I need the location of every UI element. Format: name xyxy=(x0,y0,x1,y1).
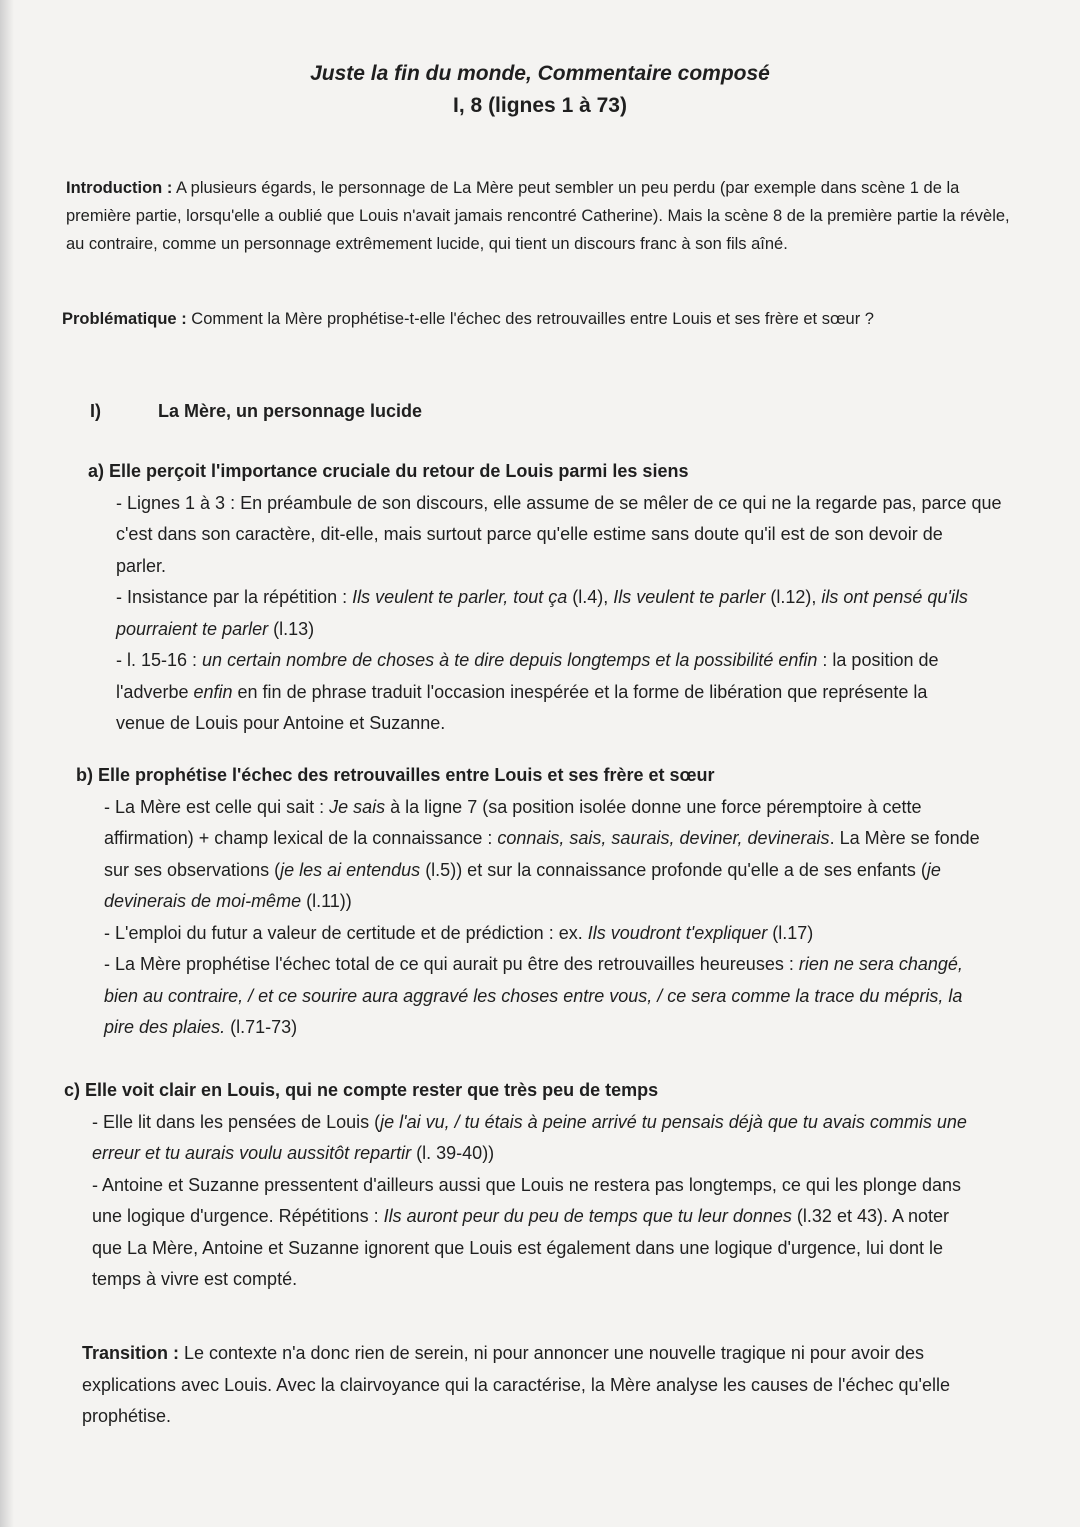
section-b-line: - La Mère est celle qui sait : Je sais à la ligne 7 (sa position isolée donne une force péremptoire à cette xyxy=(104,796,922,817)
section-a-line: - Insistance par la répétition : Ils veulent te parler, tout ça (l.4), Ils veulent te parler (l.12), ils ont pensé qu'ils xyxy=(116,587,968,607)
transition-label: Transition : xyxy=(82,1343,180,1363)
section-c-line: une logique d'urgence. Répétitions : Ils auront peur du peu de temps que tu leur donnes (l.32 et 43). A noter xyxy=(92,1206,950,1226)
part-number: I) xyxy=(90,401,101,421)
section-c xyxy=(64,1075,1044,1296)
section-b-line: affirmation) + champ lexical de la connaissance : connais, sais, saurais, deviner, devinerais. La Mère se fonde xyxy=(104,828,980,848)
section-b-line: sur ses observations (je les ai entendus (l.5)) et sur la connaissance profonde qu'elle a de ses enfants (je xyxy=(104,859,941,880)
transition-paragraph xyxy=(82,1338,1042,1433)
section-a-line: - Lignes 1 à 3 : En préambule de son discours, elle assume de se mêler de ce qui ne la regarde pas, parce que xyxy=(116,492,1002,513)
section-a-line: venue de Louis pour Antoine et Suzanne. xyxy=(116,713,446,733)
section-b-line: - La Mère prophétise l'échec total de ce qui aurait pu être des retrouvailles heureuses : rien ne sera changé, xyxy=(104,954,963,974)
section-c-line: temps à vivre est compté. xyxy=(92,1269,298,1289)
section-a-line: c'est dans son caractère, dit-elle, mais surtout parce qu'elle estime sans doute qu'il est de son devoir de xyxy=(116,524,943,544)
section-c-line: - Elle lit dans les pensées de Louis (je l'ai vu, / tu étais à peine arrivé tu pensais déjà que tu avais commis une xyxy=(92,1111,967,1132)
section-a-line: parler. xyxy=(116,555,167,576)
transition-line: explications avec Louis. Avec la clairvoyance qui la caractérise, la Mère analyse les causes de l'échec qu'elle xyxy=(82,1374,951,1395)
problematique-text: Comment la Mère prophétise-t-elle l'échec des retrouvailles entre Louis et ses frère et sœur ? xyxy=(186,310,874,328)
title-block xyxy=(0,58,1080,122)
section-c-line: - Antoine et Suzanne pressentent d'ailleurs aussi que Louis ne restera pas longtemps, ce qui les plonge dans xyxy=(92,1174,961,1195)
section-b-line: bien au contraire, / et ce sourire aura aggravé les choses entre vous, / ce sera comme la trace du mépris, la xyxy=(104,985,963,1006)
section-b-heading: b) Elle prophétise l'échec des retrouvailles entre Louis et ses frère et sœur xyxy=(76,765,715,785)
document-subtitle: I, 8 (lignes 1 à 73) xyxy=(453,94,627,117)
document-title: Juste la fin du monde, Commentaire composé xyxy=(310,62,770,85)
section-a-line: l'adverbe enfin en fin de phrase traduit l'occasion inespérée et la forme de libération que représente la xyxy=(116,681,928,702)
section-b-line: devinerais de moi-même (l.11)) xyxy=(104,891,352,911)
introduction-label: Introduction : xyxy=(66,179,173,197)
section-c-heading: c) Elle voit clair en Louis, qui ne compte rester que très peu de temps xyxy=(64,1080,659,1100)
problematique-paragraph xyxy=(62,305,1022,333)
section-a xyxy=(88,456,1048,740)
section-a-heading: a) Elle perçoit l'importance cruciale du retour de Louis parmi les siens xyxy=(88,461,689,481)
scan-edge-shadow xyxy=(0,0,14,1527)
transition-line: prophétise. xyxy=(82,1406,172,1426)
section-b-line: - L'emploi du futur a valeur de certitude et de prédiction : ex. Ils voudront t'expliquer (l.17) xyxy=(104,922,814,943)
section-a-line: - l. 15-16 : un certain nombre de choses à te dire depuis longtemps et la possibilité enfin : la position de xyxy=(116,650,939,670)
introduction-paragraph xyxy=(66,174,1026,258)
problematique-label: Problématique : xyxy=(62,310,187,328)
introduction-text: A plusieurs égards, le personnage de La Mère peut sembler un peu perdu (par exemple dans scène 1 de la première partie, lorsqu'elle a oublié que Louis n'avait jamais rencontré Catherine). Mais la scène 8 de la première partie la révèle, au contraire, comme un personnage extrêmement lucide, qui tient un discours franc à son fils aîné. xyxy=(66,179,1010,253)
section-b-line: pire des plaies. (l.71-73) xyxy=(104,1017,298,1037)
part-title: La Mère, un personnage lucide xyxy=(158,401,423,421)
section-a-line: pourraient te parler (l.13) xyxy=(116,618,315,639)
section-c-line: erreur et tu aurais voulu aussitôt repartir (l. 39-40)) xyxy=(92,1143,495,1163)
section-b xyxy=(76,760,1046,1044)
transition-text: Le contexte n'a donc rien de serein, ni pour annoncer une nouvelle tragique ni pour avoir des xyxy=(179,1343,924,1363)
section-c-line: que La Mère, Antoine et Suzanne ignorent que Louis est également dans une logique d'urgence, lui dont le xyxy=(92,1237,944,1258)
